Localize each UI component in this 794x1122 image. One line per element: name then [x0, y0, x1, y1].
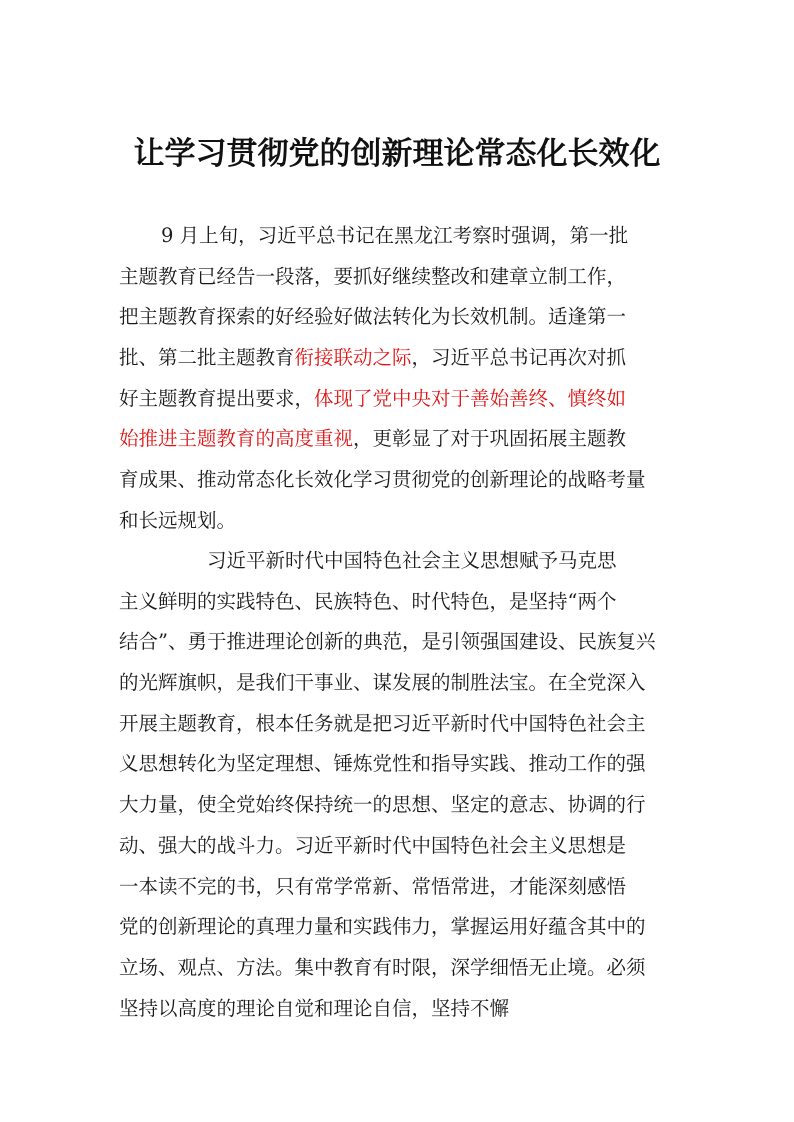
- paragraph-2-line-2: 主义鲜明的实践特色、民族特色、时代特色，是坚持“两个: [119, 589, 617, 613]
- paragraph-2-line-1: 习近平新时代中国特色社会主义思想赋予马克思: [207, 549, 617, 572]
- paragraph-2-line-7: 大力量，使全党始终保持统一的思想、坚定的意志、协调的行: [119, 793, 646, 817]
- paragraph-2-line-3: 结合”、勇于推进理论创新的典范，是引领强国建设、民族复兴: [119, 630, 656, 654]
- text-run: ，习近平总书记再次对抓: [411, 346, 627, 370]
- paragraph-2-line-5: 开展主题教育，根本任务就是把习近平新时代中国特色社会主: [119, 711, 646, 735]
- text-run: 主题教育已经告一段落，要抓好继续整改和建章立制工作，: [119, 264, 627, 288]
- text-run: 和长远规划。: [119, 508, 237, 532]
- text-run: ，更彰显了对于巩固拓展主题教: [353, 427, 627, 451]
- paragraph-2-line-6: 义思想转化为坚定理想、锤炼党性和指导实践、推动工作的强: [119, 752, 646, 776]
- paragraph-1-line-3: [119, 297, 694, 338]
- paragraph-2-line-11: 立场、观点、方法。集中教育有时限，深学细悟无止境。必须: [119, 955, 646, 979]
- highlighted-text: 衔接联动之际: [294, 346, 412, 370]
- paragraph-2-line-12: 坚持以高度的理论自觉和理论自信，坚持不懈: [119, 996, 510, 1020]
- paragraph-1-line-8: [119, 501, 694, 542]
- text-run: 好主题教育提出要求，: [119, 386, 315, 410]
- document-title: 让学习贯彻党的创新理论常态化长效化: [133, 136, 661, 172]
- highlighted-text: 体现了党中央对于善始善终、慎终如: [314, 386, 627, 410]
- paragraph-2-line-10: 党的创新理论的真理力量和实践伟力，掌握运用好蕴含其中的: [119, 915, 646, 939]
- paragraph-1-line-7: [119, 460, 694, 501]
- text-run: 9 月上旬，习近平总书记在黑龙江考察时强调，第一批: [161, 224, 629, 247]
- text-run: 育成果、推动常态化长效化学习贯彻党的创新理论的战略考量: [119, 468, 646, 492]
- text-run: 把主题教育探索的好经验好做法转化为长效机制。适逢第一: [119, 305, 627, 329]
- highlighted-text: 始推进主题教育的高度重视: [119, 427, 354, 451]
- paragraph-2-line-8: 动、强大的战斗力。习近平新时代中国特色社会主义思想是: [119, 833, 627, 857]
- paragraph-2-line-4: 的光辉旗帜，是我们干事业、谋发展的制胜法宝。在全党深入: [119, 671, 646, 695]
- paragraph-1-line-5: [119, 379, 694, 420]
- paragraph-1-line-2: [119, 257, 694, 298]
- text-run: 批、第二批主题教育: [119, 346, 295, 370]
- paragraph-1-line-1: [119, 216, 694, 257]
- paragraph-1-line-4: [119, 338, 694, 379]
- paragraph-2-line-9: 一本读不完的书，只有常学常新、常悟常进，才能深刻感悟: [119, 874, 627, 898]
- paragraph-2: [119, 541, 694, 1029]
- paragraph-1: [119, 216, 694, 542]
- paragraph-1-line-6: [119, 419, 694, 460]
